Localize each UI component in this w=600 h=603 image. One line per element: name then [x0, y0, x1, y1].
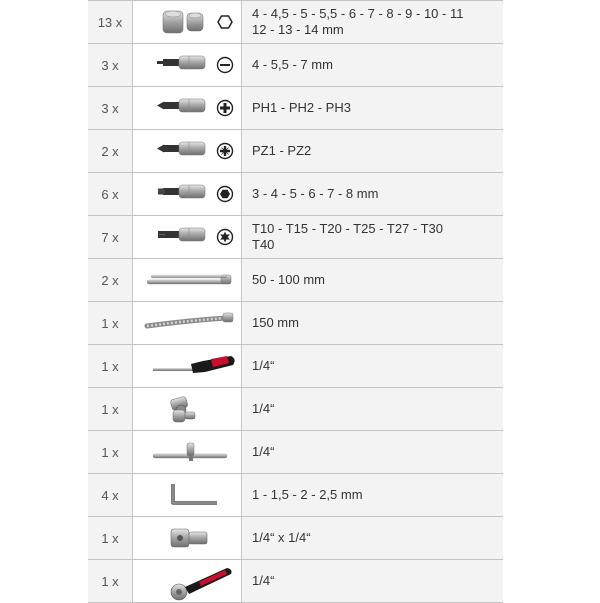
size-description-line: 1/4“: [252, 401, 275, 416]
cross-bit-socket-icon: [157, 142, 205, 155]
parts-row: [88, 259, 503, 302]
universal-joint-icon: [170, 396, 195, 422]
size-description-cell: [242, 345, 504, 388]
size-description-line: 1/4“ x 1/4“: [252, 530, 311, 545]
size-description-line: 4 - 5,5 - 7 mm: [252, 57, 333, 72]
size-description-cell: [242, 517, 504, 560]
size-description-line: 1 - 1,5 - 2 - 2,5 mm: [252, 487, 363, 502]
parts-row: [88, 173, 503, 216]
tool-image-cell: [133, 44, 242, 87]
hexagon-icon: [218, 16, 232, 28]
size-description-cell: [242, 130, 504, 173]
tool-image-cell: [133, 130, 242, 173]
bit-socket-torx-picture: [133, 216, 241, 258]
size-description-cell: [242, 474, 504, 517]
torx-bit-socket-icon: [158, 228, 205, 241]
size-description-line: 1/4“: [252, 573, 275, 588]
size-description-line: 1/4“: [252, 358, 275, 373]
quantity-cell: 2 x: [88, 130, 133, 173]
pozidriv-cross-icon: [218, 144, 233, 159]
size-description-line: 4 - 4,5 - 5 - 5,5 - 6 - 7 - 8 - 9 - 10 - 11: [252, 6, 464, 21]
slot-icon: [218, 58, 233, 73]
size-description-cell: [242, 560, 504, 603]
parts-row: [88, 216, 503, 259]
size-description-line: 1/4“: [252, 444, 275, 459]
parts-row: [88, 1, 503, 44]
size-description-line: PZ1 - PZ2: [252, 143, 312, 158]
quantity-cell: 4 x: [88, 474, 133, 517]
hex-key-tool-icon: [173, 484, 217, 503]
size-description-cell: [242, 1, 504, 44]
bit-socket-pozidriv-picture: [133, 130, 241, 172]
size-description-cell: [242, 431, 504, 474]
size-description-line: 50 - 100 mm: [252, 272, 325, 287]
tool-image-cell: [133, 474, 242, 517]
quantity-cell: 1 x: [88, 302, 133, 345]
extension-bar-picture: [133, 259, 241, 301]
parts-row: [88, 431, 503, 474]
hex-key-picture: [133, 474, 241, 516]
size-description-cell: [242, 87, 504, 130]
quantity-cell: 3 x: [88, 87, 133, 130]
tool-image-cell: [133, 216, 242, 259]
ratchet-picture: [133, 560, 241, 602]
parts-row: [88, 474, 503, 517]
socket-icon: [163, 11, 203, 33]
size-description-line: T40: [252, 237, 275, 252]
phillips-cross-icon: [218, 101, 233, 116]
size-description-cell: [242, 216, 504, 259]
hex-key-icon: [218, 187, 233, 202]
tool-image-cell: [133, 388, 242, 431]
tool-image-cell: [133, 431, 242, 474]
tool-image-cell: [133, 560, 242, 603]
bit-socket-phillips-picture: [133, 87, 241, 129]
parts-row: [88, 345, 503, 388]
quantity-cell: 1 x: [88, 560, 133, 603]
tool-image-cell: [133, 302, 242, 345]
tool-image-cell: [133, 517, 242, 560]
bit-socket-hex-picture: [133, 173, 241, 215]
parts-row: [88, 560, 503, 603]
tool-image-cell: [133, 259, 242, 302]
parts-row: [88, 517, 503, 560]
flexible-extension-icon: [147, 313, 233, 326]
parts-row: [88, 130, 503, 173]
torx-star-icon: [218, 230, 233, 245]
universal-joint-picture: [133, 388, 241, 430]
quantity-cell: 7 x: [88, 216, 133, 259]
hex-bit-socket-icon: [158, 185, 205, 198]
extension-bar-icon: [147, 275, 231, 284]
quantity-cell: 3 x: [88, 44, 133, 87]
flexible-extension-picture: [133, 302, 241, 344]
size-description-cell: [242, 259, 504, 302]
size-description-line: PH1 - PH2 - PH3: [252, 100, 351, 115]
size-description-line: 12 - 13 - 14 mm: [252, 22, 344, 37]
quantity-cell: 13 x: [88, 1, 133, 44]
screwdriver-handle-icon: [153, 356, 235, 373]
size-description-line: T10 - T15 - T20 - T25 - T27 - T30: [252, 221, 443, 236]
quantity-cell: 6 x: [88, 173, 133, 216]
quantity-cell: 1 x: [88, 431, 133, 474]
parts-row: [88, 302, 503, 345]
t-handle-icon: [153, 443, 227, 461]
parts-row: [88, 388, 503, 431]
bit-adapter-picture: [133, 517, 241, 559]
tool-image-cell: [133, 173, 242, 216]
quantity-cell: 2 x: [88, 259, 133, 302]
tool-image-cell: [133, 345, 242, 388]
screwdriver-handle-picture: [133, 345, 241, 387]
parts-table: [88, 0, 503, 603]
ratchet-icon: [171, 568, 232, 600]
slotted-bit-socket-icon: [157, 56, 205, 69]
bit-socket-slotted-picture: [133, 44, 241, 86]
socket-picture: [133, 1, 241, 43]
parts-list: [88, 0, 503, 600]
quantity-cell: 1 x: [88, 388, 133, 431]
t-handle-picture: [133, 431, 241, 473]
quantity-cell: 1 x: [88, 517, 133, 560]
bit-adapter-icon: [171, 529, 207, 547]
parts-row: [88, 87, 503, 130]
size-description-line: 150 mm: [252, 315, 299, 330]
size-description-line: 3 - 4 - 5 - 6 - 7 - 8 mm: [252, 186, 379, 201]
size-description-cell: [242, 302, 504, 345]
parts-row: [88, 44, 503, 87]
tool-image-cell: [133, 87, 242, 130]
size-description-cell: [242, 388, 504, 431]
size-description-cell: [242, 173, 504, 216]
size-description-cell: [242, 44, 504, 87]
quantity-cell: 1 x: [88, 345, 133, 388]
tool-image-cell: [133, 1, 242, 44]
cross-bit-socket-icon: [157, 99, 205, 112]
